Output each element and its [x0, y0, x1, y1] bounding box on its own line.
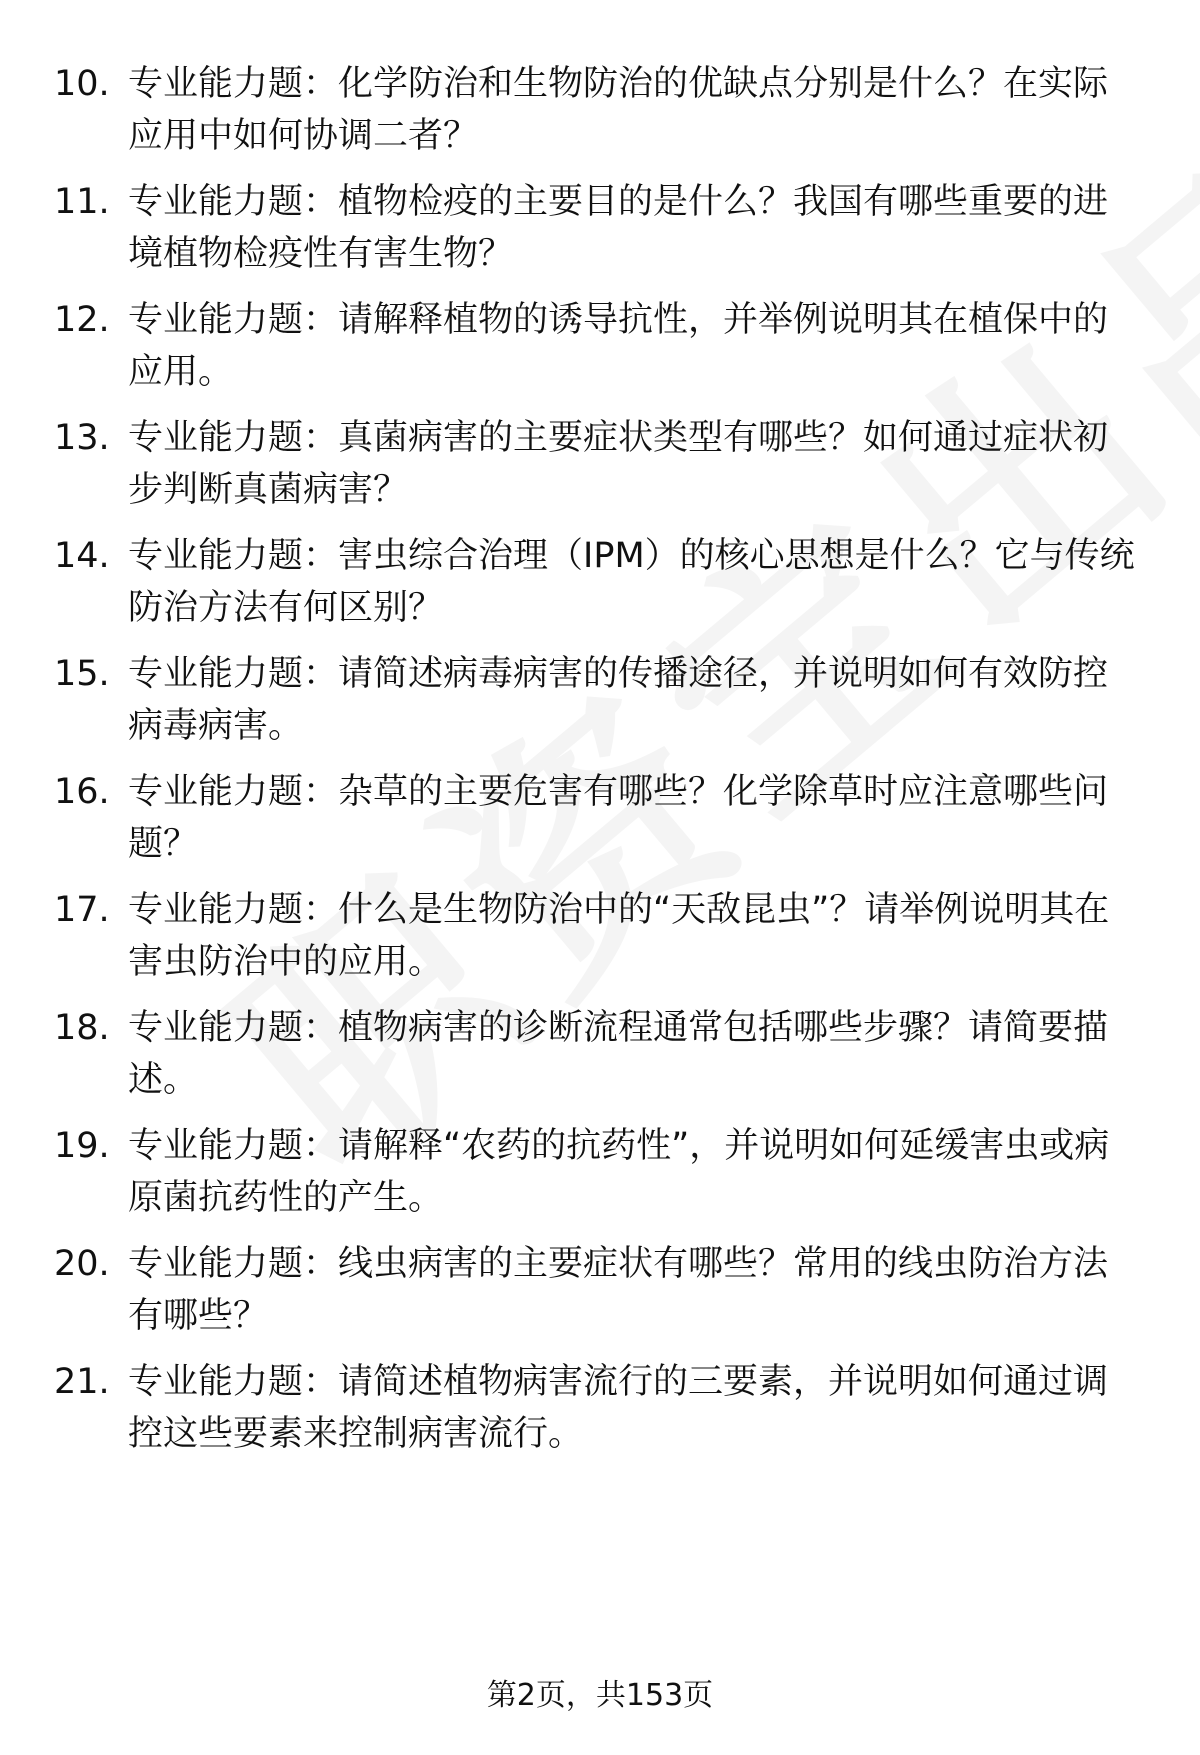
question-number: 19. [54, 1126, 110, 1166]
list-item [0, 1120, 1200, 1230]
question-number: 20. [54, 1244, 110, 1284]
question-number: 17. [54, 890, 110, 930]
list-item [0, 294, 1200, 404]
list-item [0, 176, 1200, 286]
question-text [128, 884, 1138, 988]
question-body: 害虫综合治理（IPM）的核心思想是什么？它与传统防治方法有何区别？ [128, 536, 1135, 628]
list-item [0, 530, 1200, 640]
question-text [128, 1120, 1138, 1224]
question-text [128, 412, 1138, 516]
question-category: 专业能力题： [128, 1244, 339, 1284]
page-number: 第2页，共153页 [486, 1678, 714, 1713]
question-number: 18. [54, 1008, 110, 1048]
question-category: 专业能力题： [128, 1008, 339, 1048]
question-category: 专业能力题： [128, 300, 339, 340]
list-item [0, 1238, 1200, 1348]
question-category: 专业能力题： [128, 182, 339, 222]
question-number: 15. [54, 654, 110, 694]
question-text [128, 1238, 1138, 1342]
list-item [0, 412, 1200, 522]
question-text [128, 1356, 1138, 1460]
question-body: 请简述病毒病害的传播途径，并说明如何有效防控病毒病害。 [128, 654, 1109, 746]
question-body: 请简述植物病害流行的三要素，并说明如何通过调控这些要素来控制病害流行。 [128, 1362, 1109, 1454]
list-item [0, 1002, 1200, 1112]
question-text [128, 294, 1138, 398]
question-category: 专业能力题： [128, 890, 339, 930]
question-number: 16. [54, 772, 110, 812]
question-number: 21. [54, 1362, 110, 1402]
question-body: 真菌病害的主要症状类型有哪些？如何通过症状初步判断真菌病害？ [128, 418, 1109, 510]
list-item [0, 648, 1200, 758]
page-footer [0, 1676, 1200, 1716]
question-body: 请解释植物的诱导抗性，并举例说明其在植保中的应用。 [128, 300, 1109, 392]
question-category: 专业能力题： [128, 654, 339, 694]
question-text [128, 530, 1138, 634]
list-item [0, 1356, 1200, 1466]
list-item [0, 766, 1200, 876]
question-number: 13. [54, 418, 110, 458]
question-category: 专业能力题： [128, 1362, 339, 1402]
question-number: 10. [54, 64, 110, 104]
question-body: 植物检疫的主要目的是什么？我国有哪些重要的进境植物检疫性有害生物？ [128, 182, 1109, 274]
question-number: 14. [54, 536, 110, 576]
question-number: 12. [54, 300, 110, 340]
question-body: 线虫病害的主要症状有哪些？常用的线虫防治方法有哪些？ [128, 1244, 1109, 1336]
question-number: 11. [54, 182, 110, 222]
question-body: 植物病害的诊断流程通常包括哪些步骤？请简要描述。 [128, 1008, 1109, 1100]
list-item [0, 884, 1200, 994]
question-text [128, 176, 1138, 280]
question-body: 什么是生物防治中的“天敌昆虫”？请举例说明其在害虫防治中的应用。 [128, 890, 1110, 982]
question-body: 请解释“农药的抗药性”，并说明如何延缓害虫或病原菌抗药性的产生。 [128, 1126, 1110, 1218]
question-category: 专业能力题： [128, 64, 339, 104]
question-body: 杂草的主要危害有哪些？化学除草时应注意哪些问题？ [128, 772, 1109, 864]
question-category: 专业能力题： [128, 418, 339, 458]
question-text [128, 1002, 1138, 1106]
question-category: 专业能力题： [128, 772, 339, 812]
list-item [0, 58, 1200, 168]
question-text [128, 58, 1138, 162]
question-category: 专业能力题： [128, 536, 339, 576]
question-text [128, 648, 1138, 752]
question-body: 化学防治和生物防治的优缺点分别是什么？在实际应用中如何协调二者？ [128, 64, 1109, 156]
question-text [128, 766, 1138, 870]
question-category: 专业能力题： [128, 1126, 339, 1166]
